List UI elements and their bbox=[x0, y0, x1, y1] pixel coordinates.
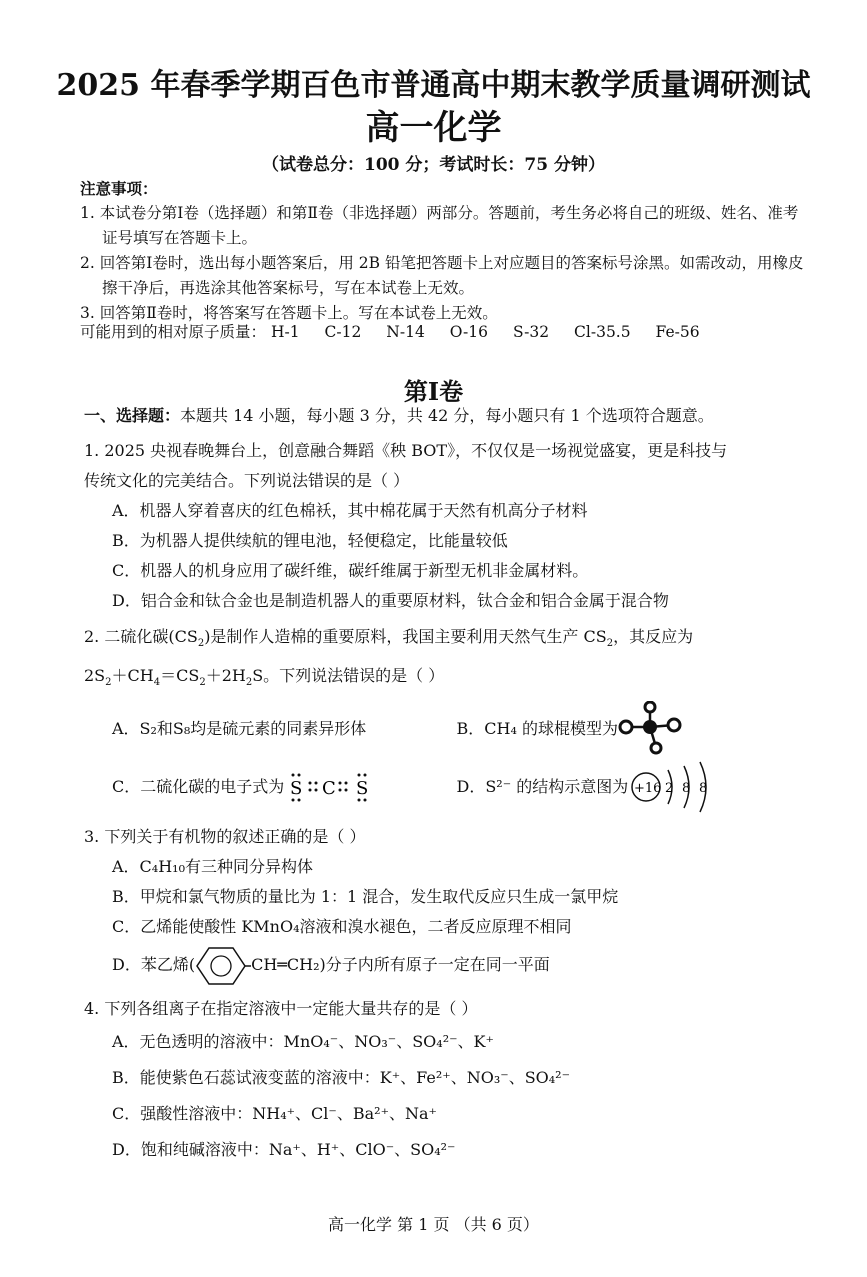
q2-row-cd bbox=[84, 758, 801, 816]
q3-option-d-pre: D．苯乙烯( bbox=[112, 955, 196, 975]
lewis-atom: C bbox=[322, 778, 337, 800]
q3-vinyl-group: CH═CH₂ bbox=[251, 955, 320, 975]
atomic-masses bbox=[80, 320, 805, 345]
subject-title: 高一化学 bbox=[365, 108, 502, 148]
q3-stem: 3. 下列关于有机物的叙述正确的是（ ） bbox=[84, 827, 366, 847]
q3-option-d bbox=[84, 942, 801, 988]
section-title: 第Ⅰ卷 bbox=[403, 377, 464, 406]
mass-value: N-14 bbox=[386, 323, 425, 341]
q2-row-ab bbox=[84, 700, 801, 758]
q4-stem: 4. 下列各组离子在指定溶液中一定能大量共存的是（ ） bbox=[84, 999, 478, 1019]
shell-electrons: 8 bbox=[699, 781, 708, 797]
mass-value: S-32 bbox=[512, 323, 550, 341]
mass-value: Cl-35.5 bbox=[574, 323, 631, 341]
question-2 bbox=[84, 622, 801, 816]
nucleus-charge: +16 bbox=[634, 781, 662, 797]
q2-stem-a: 2. 二硫化碳(CS bbox=[84, 627, 198, 646]
note-item: 3. 回答第Ⅱ卷时，将答案写在答题卡上。写在本试卷上无效。 bbox=[80, 304, 498, 322]
q3-option-d-post: )分子内所有原子一定在同一平面 bbox=[319, 955, 550, 975]
q3-option-c: C．乙烯能使酸性 KMnO₄溶液和溴水褪色，二者反应原理不相同 bbox=[112, 917, 572, 937]
q4-option-a: A．无色透明的溶液中：MnO₄⁻、NO₃⁻、SO₄²⁻、K⁺ bbox=[112, 1032, 494, 1052]
q2-stem-b: )是制作人造棉的重要原料，我国主要利用天然气生产 CS bbox=[204, 627, 607, 646]
mass-value: H-1 bbox=[270, 323, 300, 341]
q1-stem: 1. 2025 央视春晚舞台上，创意融合舞蹈《秧 BOT》，不仅仅是一场视觉盛宴，更是科技与 bbox=[84, 441, 728, 460]
q2-option-d bbox=[457, 760, 802, 814]
exam-title: 2025 年春季学期百色市普通高中期末教学质量调研测试 bbox=[56, 68, 811, 103]
shell-electrons: 8 bbox=[682, 781, 691, 797]
q4-option-b: B．能使紫色石蕊试液变蓝的溶液中：K⁺、Fe²⁺、NO₃⁻、SO₄²⁻ bbox=[112, 1068, 571, 1088]
q2-option-a: A．S₂和S₈均是硫元素的同素异形体 bbox=[112, 719, 367, 739]
part-label: 一、选择题： bbox=[84, 406, 181, 425]
lewis-atom: S bbox=[356, 778, 369, 800]
mass-value: C-12 bbox=[324, 323, 362, 341]
note-item: 2. 回答第Ⅰ卷时，选出每小题答案后，用 2B 铅笔把答题卡上对应题目的答案标号涂黑。如需改动，用橡皮擦干净后，再选涂其他答案标号，写在本试卷上无效。 bbox=[80, 254, 804, 297]
q2-eq-tail: 。下列说法错误的是（ ） bbox=[263, 666, 445, 686]
q2-stem-c: ，其反应为 bbox=[613, 627, 694, 646]
q1-option-b: B．为机器人提供续航的锂电池，轻便稳定，比能量较低 bbox=[112, 531, 508, 550]
q2-option-c bbox=[112, 770, 457, 804]
page-footer: 高一化学 第 1 页 （共 6 页） bbox=[328, 1215, 539, 1234]
q2-stem: 2. 二硫化碳$(CS_2)$是制作人造棉的重要原料，我国主要利用天然气生产 $CS_2$，其反应为 bbox=[84, 627, 694, 650]
q4-option-c: C．强酸性溶液中：NH₄⁺、Cl⁻、Ba²⁺、Na⁺ bbox=[112, 1104, 438, 1124]
part-heading bbox=[84, 402, 801, 430]
q1-option-c: C．机器人的机身应用了碳纤维，碳纤维属于新型无机非金属材料。 bbox=[112, 561, 589, 580]
question-4 bbox=[84, 994, 801, 1168]
cs2-electron-formula bbox=[284, 770, 372, 804]
notes-section bbox=[80, 176, 805, 326]
part-desc: 本题共 14 小题，每小题 3 分，共 42 分，每小题只有 1 个选项符合题意。 bbox=[180, 406, 714, 425]
q2-option-d-text: D．S²⁻ 的结构示意图为 bbox=[456, 777, 629, 797]
q3-option-b: B．甲烷和氯气物质的量比为 1：1 混合，发生取代反应只生成一氯甲烷 bbox=[112, 887, 619, 907]
notes-heading: 注意事项： bbox=[80, 179, 158, 198]
mass-value: Fe-56 bbox=[655, 323, 700, 341]
note-item: 1. 本试卷分第Ⅰ卷（选择题）和第Ⅱ卷（非选择题）两部分。答题前，考生务必将自己的班级、姓名、准考证号填写在答题卡上。 bbox=[80, 204, 799, 247]
q2-option-b bbox=[457, 701, 802, 757]
q2-option-b-text: B．CH₄ 的球棍模型为 bbox=[456, 719, 618, 739]
q1-option-a: A．机器人穿着喜庆的红色棉袄，其中棉花属于天然有机高分子材料 bbox=[112, 501, 588, 520]
s2-ion-structure-diagram bbox=[628, 760, 718, 814]
q1-option-d: D．铝合金和钛合金也是制造机器人的重要原材料，钛合金和铝合金属于混合物 bbox=[112, 591, 669, 610]
q2-equation: $2S_2+CH_4=CS_2+2H_2S$。下列说法错误的是（ ） bbox=[84, 666, 445, 689]
shell-electrons: 2 bbox=[665, 781, 674, 797]
q3-option-a: A．C₄H₁₀有三种同分异构体 bbox=[112, 857, 313, 877]
mass-value: O-16 bbox=[449, 323, 488, 341]
q1-stem-cont: 传统文化的完美结合。下列说法错误的是（ ） bbox=[84, 471, 410, 490]
question-1 bbox=[84, 436, 801, 616]
ch4-ball-stick-model bbox=[618, 701, 682, 757]
q2-option-c-text: C．二硫化碳的电子式为 bbox=[112, 777, 285, 797]
masses-label: 可能用到的相对原子质量： bbox=[80, 323, 267, 341]
questions bbox=[84, 402, 801, 1168]
lewis-atom: S bbox=[290, 778, 303, 800]
question-3 bbox=[84, 822, 801, 988]
exam-meta: （试卷总分：100 分；考试时长：75 分钟） bbox=[262, 155, 605, 175]
benzene-ring-icon bbox=[195, 944, 251, 988]
q4-option-d: D．饱和纯碱溶液中：Na⁺、H⁺、ClO⁻、SO₄²⁻ bbox=[112, 1140, 456, 1160]
